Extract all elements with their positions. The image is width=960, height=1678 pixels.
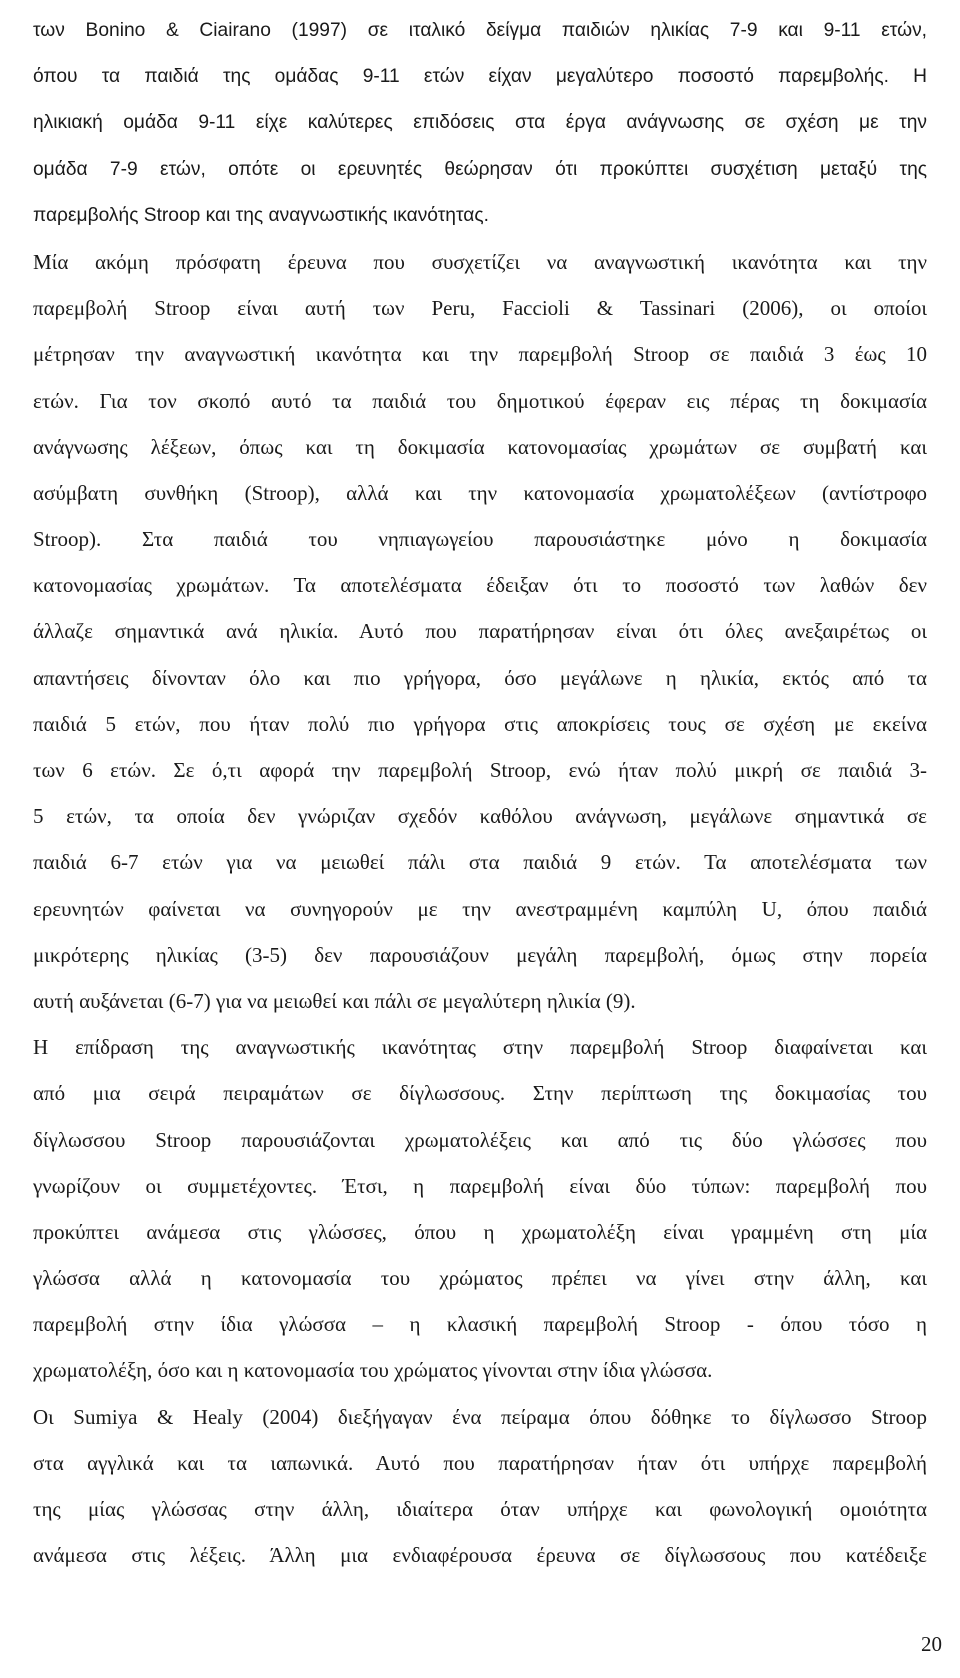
text-line: απαντήσεις δίνονταν όλο και πιο γρήγορα, όσο μεγάλωνε η ηλικία, εκτός από τα <box>33 665 927 690</box>
text-line: αυτή αυξάνεται (6-7) για να μειωθεί και πάλι σε μεγαλύτερη ηλικία (9). <box>33 988 636 1013</box>
text-line: παρεμβολή στην ίδια γλώσσα – η κλασική παρεμβολή Stroop - όπου τόσο η <box>33 1312 927 1337</box>
text-line: ερευνητών φαίνεται να συνηγορούν με την ανεστραμμένη καμπύλη U, όπου παιδιά <box>33 896 927 921</box>
text-line: Η επίδραση της αναγνωστικής ικανότητας στην παρεμβολή Stroop διαφαίνεται και <box>33 1035 927 1060</box>
text-line: μικρότερης ηλικίας (3-5) δεν παρουσιάζουν μεγάλη παρεμβολή, όμως στην πορεία <box>33 942 927 967</box>
page-number: 20 <box>921 1632 942 1656</box>
document-body <box>33 8 927 1578</box>
text-line: ομάδα 7-9 ετών, οπότε οι ερευνητές θεώρησαν ότι προκύπτει συσχέτιση μεταξύ της <box>33 158 927 180</box>
text-line: των Bonino & Ciairano (1997) σε ιταλικό δείγμα παιδιών ηλικίας 7-9 και 9-11 ετών, <box>33 20 927 41</box>
text-line: από μια σειρά πειραμάτων σε δίγλωσσους. Στην περίπτωση της δοκιμασίας του <box>33 1081 927 1106</box>
text-line: παιδιά 5 ετών, που ήταν πολύ πιο γρήγορα στις αποκρίσεις τους σε σχέση με εκείνα <box>33 711 927 736</box>
text-line: κατονομασίας χρωμάτων. Τα αποτελέσματα έδειξαν ότι το ποσοστό των λαθών δεν <box>33 573 927 598</box>
text-line: παρεμβολής Stroop και της αναγνωστικής ικανότητας. <box>33 204 489 226</box>
text-line: ανάγνωσης λέξεων, όπως και τη δοκιμασία κατονομασίας χρωμάτων σε συμβατή και <box>33 434 927 459</box>
text-line: 5 ετών, τα οποία δεν γνώριζαν σχεδόν καθόλου ανάγνωση, μεγάλωνε σημαντικά σε <box>33 804 927 829</box>
text-line: παρεμβολή Stroop είναι αυτή των Peru, Faccioli & Tassinari (2006), οι οποίοι <box>33 296 927 321</box>
text-line: γλώσσα αλλά η κατονομασία του χρώματος πρέπει να γίνει στην άλλη, και <box>33 1266 927 1291</box>
text-line: ασύμβατη συνθήκη (Stroop), αλλά και την κατονομασία χρωματολέξεων (αντίστροφο <box>33 480 927 505</box>
text-line: της μίας γλώσσας στην άλλη, ιδιαίτερα όταν υπήρχε και φωνολογική ομοιότητα <box>33 1497 927 1521</box>
text-line: άλλαζε σημαντικά ανά ηλικία. Αυτό που παρατήρησαν είναι ότι όλες ανεξαιρέτως οι <box>33 619 927 644</box>
text-line: όπου τα παιδιά της ομάδας 9-11 ετών είχαν μεγαλύτερο ποσοστό παρεμβολής. Η <box>33 66 927 88</box>
text-line: παιδιά 6-7 ετών για να μειωθεί πάλι στα παιδιά 9 ετών. Τα αποτελέσματα των <box>33 850 927 875</box>
text-line: ηλικιακή ομάδα 9-11 είχε καλύτερες επιδόσεις στα έργα ανάγνωσης σε σχέση με την <box>33 112 927 134</box>
text-line: στα αγγλικά και τα ιαπωνικά. Αυτό που παρατήρησαν ήταν ότι υπήρχε παρεμβολή <box>33 1450 927 1475</box>
text-line: Μία ακόμη πρόσφατη έρευνα που συσχετίζει να αναγνωστική ικανότητα και την <box>33 249 927 274</box>
text-line: ανάμεσα στις λέξεις. Άλλη μια ενδιαφέρουσα έρευνα σε δίγλωσσους που κατέδειξε <box>33 1543 927 1568</box>
text-line: ετών. Για τον σκοπό αυτό τα παιδιά του δημοτικού έφεραν εις πέρας τη δοκιμασία <box>33 388 927 413</box>
text-line: γνωρίζουν οι συμμετέχοντες. Έτσι, η παρεμβολή είναι δύο τύπων: παρεμβολή που <box>33 1173 927 1198</box>
text-line: των 6 ετών. Σε ό,τι αφορά την παρεμβολή Stroop, ενώ ήταν πολύ μικρή σε παιδιά 3- <box>33 758 927 782</box>
text-line: Οι Sumiya & Healy (2004) διεξήγαγαν ένα πείραμα όπου δόθηκε το δίγλωσσο Stroop <box>33 1404 927 1429</box>
text-line: Stroop). Στα παιδιά του νηπιαγωγείου παρουσιάστηκε μόνο η δοκιμασία <box>33 527 927 552</box>
text-line: χρωματολέξη, όσο και η κατονομασία του χρώματος γίνονται στην ίδια γλώσσα. <box>33 1358 713 1383</box>
text-line: μέτρησαν την αναγνωστική ικανότητα και την παρεμβολή Stroop σε παιδιά 3 έως 10 <box>33 342 927 367</box>
text-line: δίγλωσσου Stroop παρουσιάζονται χρωματολέξεις και από τις δύο γλώσσες που <box>33 1127 927 1152</box>
text-line: προκύπτει ανάμεσα στις γλώσσες, όπου η χρωματολέξη είναι γραμμένη στη μία <box>33 1219 927 1244</box>
